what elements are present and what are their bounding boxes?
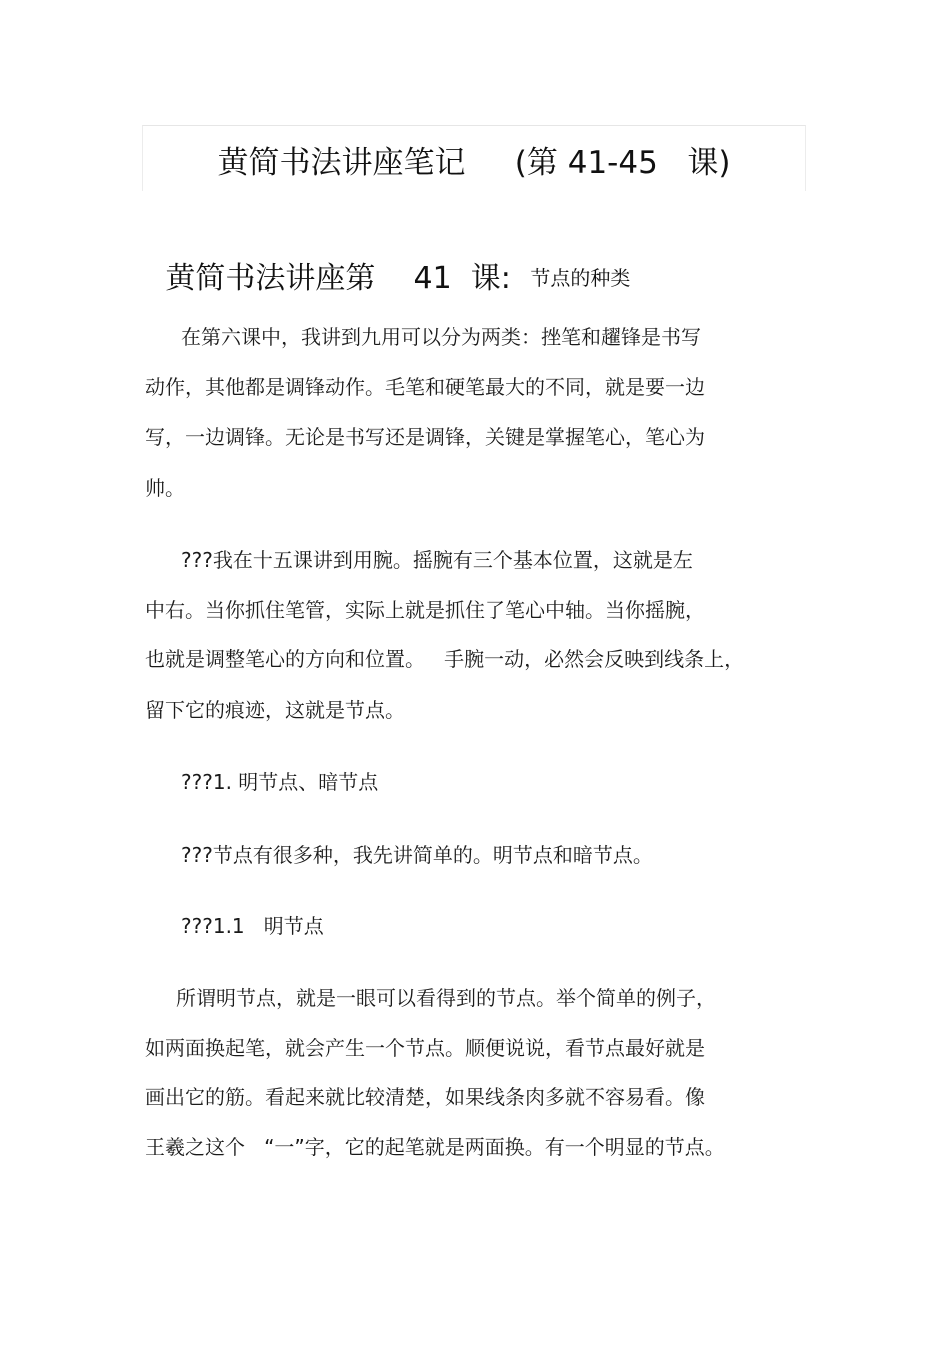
paragraph-line: 在第六课中，我讲到九用可以分为两类：挫笔和趯锋是书写 [181,325,701,349]
paragraph-line: 帅。 [145,476,185,500]
paragraph-line: ???我在十五课讲到用腕。摇腕有三个基本位置，这就是左 [181,548,693,572]
paragraph-line: 王羲之这个 “一”字，它的起笔就是两面换。有一个明显的节点。 [145,1135,725,1159]
paragraph-line: 留下它的痕迹，这就是节点。 [145,698,405,722]
paragraph-line: 中右。当你抓住笔管，实际上就是抓住了笔心中轴。当你摇腕， [145,598,705,622]
lesson-heading-topic: 节点的种类 [530,266,631,290]
paragraph-line: 写，一边调锋。无论是书写还是调锋，关键是掌握笔心，笔心为 [145,425,705,449]
paragraph-line: 画出它的筋。看起来就比较清楚，如果线条肉多就不容易看。像 [145,1085,705,1109]
document-title: 黄简书法讲座笔记 (第 41-45 课) [217,145,731,181]
paragraph-line: 如两面换起笔，就会产生一个节点。顺便说说，看节点最好就是 [145,1036,705,1060]
paragraph-line: 所谓明节点，就是一眼可以看得到的节点。举个简单的例子， [176,986,716,1010]
paragraph-line: 动作，其他都是调锋动作。毛笔和硬笔最大的不同，就是要一边 [145,375,705,399]
lesson-heading-main: 黄简书法讲座第 41 课: [165,261,521,296]
lesson-heading [145,238,630,322]
title-frame [142,125,806,191]
paragraph-line: 也就是调整笔心的方向和位置。 手腕一动，必然会反映到线条上， [145,647,745,671]
subsection-heading: ???1.1 明节点 [181,914,324,938]
section-heading: ???1. 明节点、暗节点 [181,770,379,794]
paragraph-line: ???节点有很多种，我先讲简单的。明节点和暗节点。 [181,843,653,867]
